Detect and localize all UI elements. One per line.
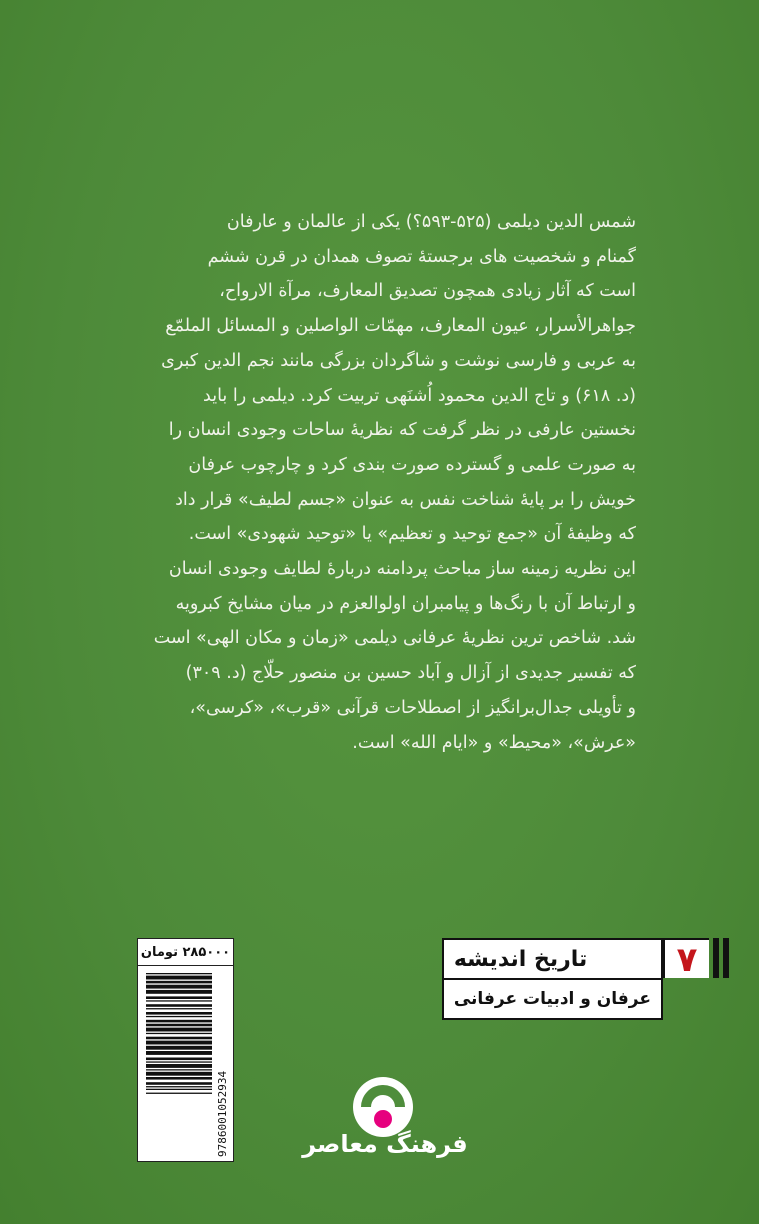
blurb-line: و ارتباط آن با رنگ‌ها و پیامبران اولوالعزم در میان مشایخ کبرویه (175, 593, 636, 614)
blurb-line: و تأویلی جدال‌برانگیز از اصطلاحات قرآنی «قرب»، «کرسی»، (189, 697, 636, 718)
isbn-number: 9786001052934 (216, 1070, 229, 1157)
blurb-line: نخستین عارفی در نظر گرفت که نظریهٔ ساحات وجودی انسان را (168, 420, 636, 441)
barcode-bar (146, 1086, 212, 1087)
series-label (442, 938, 729, 1020)
barcode-bar (146, 1082, 212, 1085)
barcode-bar (146, 1051, 212, 1055)
blurb-line: (د. ۶۱۸) و تاج الدین محمود اُشنَهی تربیت کرد. دیلمی را باید (203, 385, 636, 406)
barcode-bar (146, 1077, 212, 1080)
barcode-bar (146, 985, 212, 989)
blurb-line: این نظریه زمینه ساز مباحث پردامنه دربارهٔ لطایف وجودی انسان (168, 559, 636, 580)
barcode-bar (146, 996, 212, 999)
barcode-bar (146, 1093, 212, 1094)
barcode-bar (146, 1089, 212, 1090)
blurb-text (120, 205, 636, 760)
blurb-line: که تفسیر جدیدی از آزال و آباد حسین بن منصور حلّاج (د. ۳۰۹) (185, 663, 636, 684)
series-bar-1 (713, 938, 719, 978)
barcode-bar (146, 1020, 212, 1023)
barcode-bar (146, 1024, 212, 1027)
publisher-name: فرهنگ معاصر (302, 1130, 468, 1158)
series-subtitle: عرفان و ادبیات عرفانی (453, 989, 651, 1009)
blurb-line: گمنام و شخصیت های برجستهٔ تصوف همدان در قرن ششم (207, 246, 636, 267)
barcode-bar (146, 1016, 212, 1017)
barcode-bar (146, 1058, 212, 1061)
blurb-line: به عربی و فارسی نوشت و شاگردان بزرگی مانند نجم الدین کبری (161, 350, 636, 371)
barcode-bar (146, 1046, 212, 1050)
blurb-line: «عرش»، «محیط» و «ایام الله» است. (352, 732, 636, 753)
barcode-bar (146, 1072, 212, 1076)
blurb-line: که وظیفهٔ آن «جمع توحید و تعظیم» یا «توحید شهودی» است. (188, 524, 636, 545)
barcode-bar (146, 1012, 212, 1015)
blurb-line: خویش را بر پایهٔ شناخت نفس به عنوان «جسم لطیف» قرار داد (175, 489, 636, 510)
series-box (442, 938, 663, 1020)
barcode-bar (146, 976, 212, 980)
series-bar-2 (723, 938, 729, 978)
barcode-bar (146, 1041, 212, 1045)
barcode-bar (146, 973, 212, 974)
barcode-bar (146, 981, 212, 984)
series-number: ۷ (663, 938, 709, 978)
barcode-bar (146, 1069, 212, 1070)
barcode-bar (146, 1004, 212, 1007)
blurb-line: شمس الدین دیلمی (۵۲۵-۵۹۳؟) یکی از عالمان و عارفان (226, 212, 636, 232)
blurb-line: شد. شاخص ترین نظریهٔ عرفانی دیلمی «زمان و مکان الهی» است (153, 628, 636, 649)
blurb-line: به صورت علمی و گسترده صورت بندی کرد و چارچوب عرفان (188, 454, 636, 475)
barcode-bar (146, 1064, 212, 1068)
series-title: تاریخ اندیشه (444, 940, 661, 980)
barcode-bar (146, 1000, 212, 1001)
barcode-bar (146, 1028, 212, 1032)
barcode-bar (146, 1008, 212, 1009)
blurb-line: جواهرالأسرار، عیون المعارف، مهمّات الواصلین و المسائل الملمّع (165, 316, 636, 337)
barcode-bar (146, 990, 212, 994)
barcode-bar (146, 1061, 212, 1062)
barcode (142, 971, 229, 1157)
barcode-label (137, 938, 234, 1162)
blurb-line: است که آثار زیادی همچون تصدیق المعارف، مرآة الارواح، (219, 281, 636, 302)
price: ۲۸۵۰۰۰ تومان (138, 939, 233, 966)
barcode-bar (146, 1033, 212, 1034)
barcode-bar (146, 1037, 212, 1040)
